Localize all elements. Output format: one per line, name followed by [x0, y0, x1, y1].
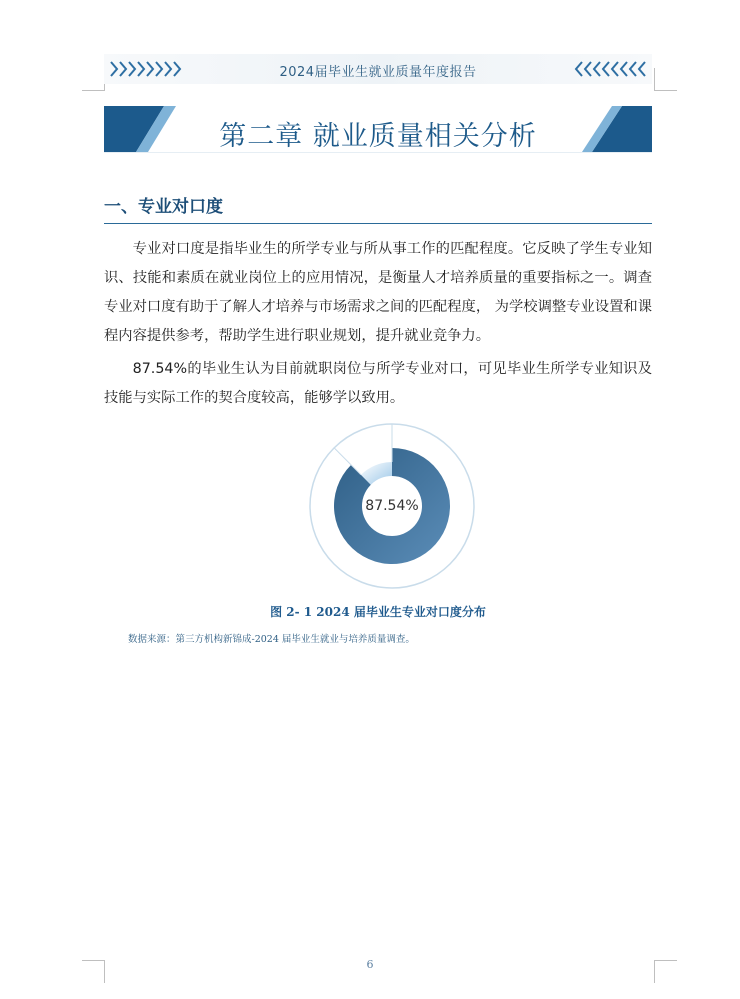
banner-right-ornament: [582, 106, 652, 152]
page-header: [104, 54, 652, 84]
chevron-icon: [574, 60, 583, 78]
chevron-icon: [610, 60, 619, 78]
chevron-icon: [583, 60, 592, 78]
crop-mark-top-left: [82, 68, 105, 91]
chevron-icon: [637, 60, 646, 78]
chevron-icon: [628, 60, 637, 78]
data-source-note: 数据来源：第三方机构新锦成-2024 届毕业生就业与培养质量调查。: [128, 634, 415, 645]
crop-mark-top-right: [654, 68, 677, 91]
chevron-icon: [619, 60, 628, 78]
chevron-icon: [601, 60, 610, 78]
header-title: 2024届毕业生就业质量年度报告: [279, 65, 477, 80]
body-paragraph-1: 专业对口度是指毕业生的所学专业与所从事工作的匹配程度。它反映了学生专业知识、技能和素质在就业岗位上的应用情况，是衡量人才培养质量的重要指标之一。调查专业对口度有助于了解人才培养与市场需求之间的匹配程度， 为学校调整专业设置和课程内容提供参考，帮助学生进行职业规划，提升就业竞争力。: [104, 241, 652, 344]
section-heading: 一、专业对口度: [104, 192, 652, 224]
donut-chart-svg: [306, 420, 478, 592]
body-paragraph-2: 87.54%的毕业生认为目前就职岗位与所学专业对口，可见毕业生所学专业知识及技能与实际工作的契合度较高，能够学以致用。: [104, 361, 652, 406]
chevron-decoration-right: [574, 60, 646, 78]
center-value-label: 87.54%: [365, 498, 419, 514]
chevron-icon: [592, 60, 601, 78]
page-number: 6: [366, 958, 374, 971]
donut-hole: [364, 478, 420, 534]
chapter-title: 第二章 就业质量相关分析: [219, 121, 537, 152]
figure-caption: 图 2- 1 2024 届毕业生专业对口度分布: [270, 605, 486, 619]
donut-chart: [306, 420, 478, 592]
chapter-banner: [104, 106, 652, 153]
